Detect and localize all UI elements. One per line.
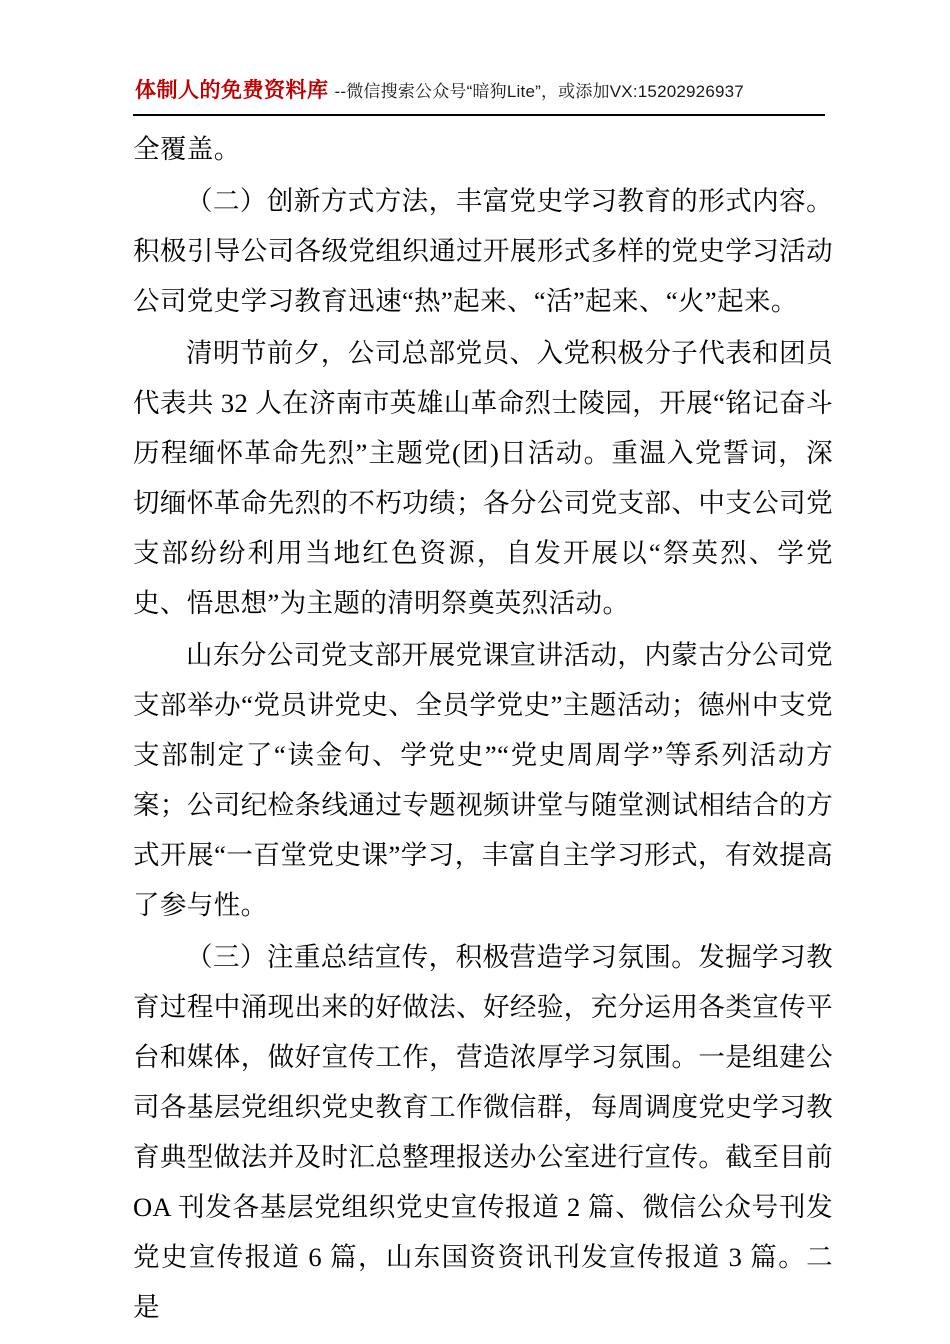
paragraph-branches: 山东分公司党支部开展党课宣讲活动，内蒙古分公司党支部举办“党员讲党史、全员学党史”主题活动；德州中支党支部制定了“读金句、学党史”“党史周周学”等系列活动方案；公司纪检条线通过专题视频讲堂与随堂测试相结合的方式开展“一百堂党史课”学习，丰富自主学习形式，有效提高了参与性。 [133, 640, 833, 920]
paragraph-continuation: 全覆盖。 [133, 134, 241, 164]
watermark-banner [135, 74, 835, 104]
header-divider [133, 114, 825, 116]
paragraph-qingming: 清明节前夕，公司总部党员、入党积极分子代表和团员代表共 32 人在济南市英雄山革命烈士陵园，开展“铭记奋斗历程缅怀革命先烈”主题党(团)日活动。重温入党誓词，深切缅怀革命先烈的不朽功绩；各分公司党支部、中支公司党支部纷纷利用当地红色资源，自发开展以“祭英烈、学党史、悟思想”为主题的清明祭奠英烈活动。 [133, 338, 833, 618]
document-body [133, 124, 833, 1334]
watermark-brand: 体制人的免费资料库 [135, 79, 329, 102]
paragraph-section-three: （三）注重总结宣传，积极营造学习氛围。发掘学习教育过程中涌现出来的好做法、好经验，充分运用各类宣传平台和媒体，做好宣传工作，营造浓厚学习氛围。一是组建公司各基层党组织党史教育工作微信群，每周调度党史学习教育典型做法并及时汇总整理报送办公室进行宣传。截至目前OA 刊发各基层党组织党史宣传报道 2 篇、微信公众号刊发党史宣传报道 6 篇，山东国资资讯刊发宣传报道 3 篇。二是 [133, 942, 833, 1322]
watermark-note: --微信搜索公众号“暗狗Lite”，或添加VX:15202926937 [334, 82, 744, 101]
paragraph-section-two: （二）创新方式方法，丰富党史学习教育的形式内容。积极引导公司各级党组织通过开展形式多样的党史学习活动公司党史学习教育迅速“热”起来、“活”起来、“火”起来。 [133, 186, 833, 316]
